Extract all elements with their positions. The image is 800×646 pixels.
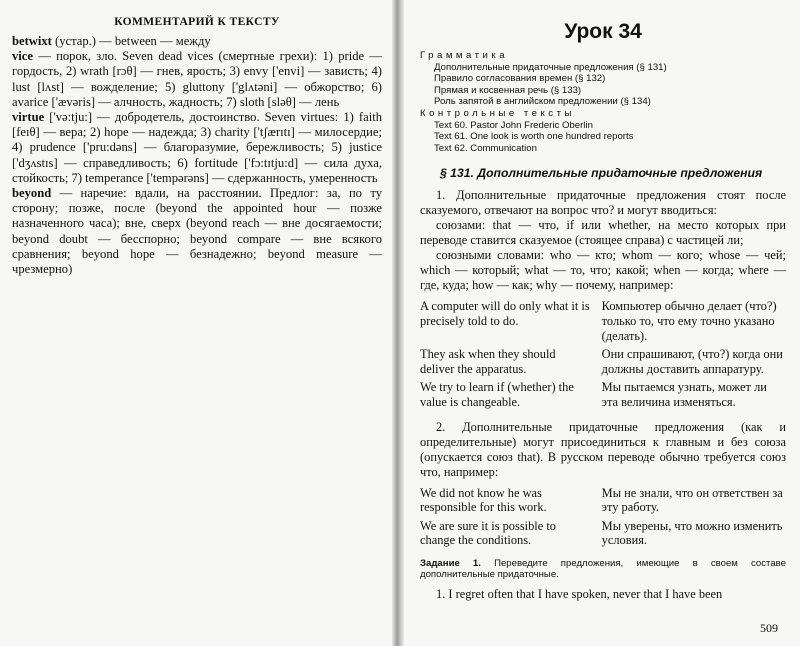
example-english: A computer will do only what it is precisely told to do.: [420, 299, 590, 328]
book-gutter: [392, 0, 404, 646]
dictionary-entry-vice: [12, 49, 382, 110]
right-page: [404, 0, 800, 646]
lesson-title: Урок 34: [564, 20, 642, 43]
left-page-header: КОММЕНТАРИЙ К ТЕКСТУ: [114, 16, 280, 28]
toc-item: Text 60. Pastor John Frederic Oberlin: [434, 119, 593, 131]
example-row: [420, 299, 786, 347]
conjunctive-words-bullet: союзными словами: who — кто; whom — кого; whose — чей; which — который; what — то, что; какой; when — когда; where — где, куда; how — как; why — почему, например:: [420, 248, 786, 293]
task-instruction: [420, 558, 786, 581]
example-russian: Компьютер обычно делает (что?) только то, что ему точно указано (делать).: [601, 299, 777, 343]
toc-item: Прямая и косвенная речь (§ 133): [434, 84, 582, 96]
entry-headword: virtue: [12, 110, 45, 125]
entry-headword: betwixt: [12, 34, 52, 48]
example-row: [420, 486, 786, 519]
dictionary-entry-beyond: [12, 186, 382, 277]
page-number: 509: [760, 621, 778, 635]
toc-item: Правило согласования времен (§ 132): [434, 73, 606, 85]
toc-item: Text 61. One look is worth one hundred reports: [434, 131, 634, 143]
examples-table-1: [420, 299, 786, 413]
example-russian: Мы уверены, что можно изменить условия.: [601, 518, 783, 548]
entry-text: — наречие: вдали, на расстоянии. Предлог: за, по ту сторону; позже, после (beyond the appointed hour — позже назначенного часа); вне, сверх (beyond reach — вне досягаемости; beyond doubt — бесспорно; beyond compare — вне всякого сравнения; beyond hope — безнадежно; beyond measure — чрезмерно): [12, 186, 382, 277]
toc-item: Дополнительные придаточные предложения (§ 131): [434, 61, 667, 73]
paragraph-1: 1. Дополнительные придаточные предложения стоят после сказуемого, отвечают на вопрос что? и могут вводиться:: [420, 188, 786, 218]
example-english: We try to learn if (whether) the value is changeable.: [420, 380, 574, 409]
example-row: [420, 380, 786, 413]
example-row: [420, 519, 786, 552]
task-label: Задание 1.: [420, 557, 481, 569]
left-page: [0, 0, 396, 646]
grammar-heading: Грамматика: [420, 50, 509, 61]
example-english: We did not know he was responsible for this work.: [420, 485, 547, 515]
example-russian: Мы не знали, что он ответствен за эту работу.: [601, 485, 783, 515]
entry-text: ['və:tju:] — добродетель, достоинство. Seven virtues: 1) faith [feɪθ] — вера; 2) hope — надежда; 3) charity ['tʃærɪtɪ] — милосердие; 4) prudence ['pru:dəns] — благоразумие, бережливость; 5) justice ['dʒʌstɪs] — справедливость; 6) fortitude ['fɔ:tɪtju:d] — сила духа, стойкость; 7) temperance ['tempərəns] — сдержанность, умеренность: [12, 110, 382, 185]
section-title: § 131. Дополнительные придаточные предложения: [440, 166, 763, 181]
exercise-sentence: 1. I regret often that I have spoken, never that I have been: [436, 586, 723, 601]
entry-headword: vice: [12, 49, 33, 64]
lesson-contents: [420, 50, 786, 154]
example-russian: Они спрашивают, (что?) когда они должны доставить аппаратуру.: [601, 347, 783, 376]
paragraph-2: 2. Дополнительные придаточные предложения (как и определительные) могут присоединиться к главным и без союза (опускается союз that). В русском переводе обычно требуется союз что, например:: [420, 419, 786, 479]
texts-heading: Контрольные тексты: [420, 107, 575, 119]
entry-text: — порок, зло. Seven dead vices (смертные грехи): 1) pride — гордость, 2) wrath [rɔθ] — гнев, ярость; 3) envy ['envi] — зависть; 4) lust [lʌst] — вожделение; 5) gluttony ['glʌtəni] — обжорство; 6) avarice ['ævəris] — алчность, жадность; 7) sloth [sləθ] — лень: [12, 49, 382, 109]
toc-item: Роль запятой в английском предложении (§ 134): [434, 96, 651, 108]
conjunctions-bullet: союзами: that — что, if или whether, на место которых при переводе ставится сказуемое (стоящее справа) с частицей ли;: [420, 218, 786, 248]
dictionary-entry-betwixt: [12, 34, 382, 49]
examples-table-2: [420, 486, 786, 552]
entry-text: (устар.) — between — между: [51, 34, 211, 48]
dictionary-entry-virtue: [12, 110, 382, 186]
example-row: [420, 347, 786, 380]
example-russian: Мы пытаемся узнать, может ли эта величина изменяться.: [601, 380, 767, 409]
example-english: We are sure it is possible to change the conditions.: [420, 518, 556, 548]
toc-item: Text 62. Communication: [434, 142, 537, 154]
example-english: They ask when they should deliver the apparatus.: [420, 347, 556, 376]
task-text: Переведите предложения, имеющие в своем составе дополнительные придаточные.: [420, 557, 786, 581]
entry-headword: beyond: [12, 186, 52, 201]
